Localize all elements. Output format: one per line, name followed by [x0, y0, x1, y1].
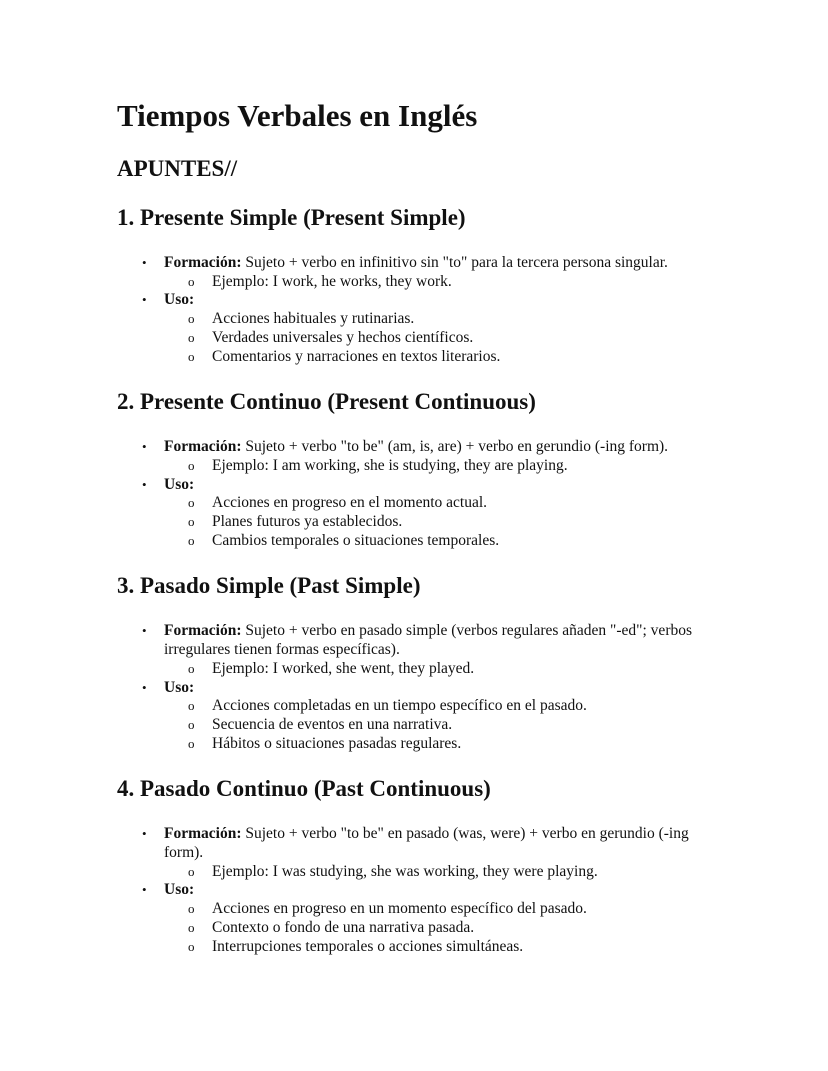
circle-bullet-icon: o [188, 735, 195, 751]
use-text: Hábitos o situaciones pasadas regulares. [212, 734, 462, 752]
list-item-uses [117, 476, 768, 551]
list-item [164, 863, 768, 882]
example-text: Ejemplo: I worked, she went, they played. [212, 659, 475, 677]
use-label: Uso: [164, 678, 195, 696]
bullet-icon: • [142, 623, 147, 639]
section-heading: 3. Pasado Simple (Past Simple) [117, 573, 421, 599]
use-text: Acciones en progreso en un momento específico del pasado. [212, 900, 587, 918]
circle-bullet-icon: o [188, 273, 195, 289]
formation-label: Formación: [164, 254, 242, 271]
list-item-uses [117, 881, 768, 956]
use-text: Planes futuros ya establecidos. [212, 513, 403, 531]
example-list [164, 660, 768, 679]
uses-list [164, 697, 768, 753]
list-item [164, 919, 768, 938]
example-list [164, 863, 768, 882]
use-text: Verdades universales y hechos científicos. [212, 328, 474, 346]
list-item-formation [117, 254, 768, 291]
circle-bullet-icon: o [188, 329, 195, 345]
list-item-formation [117, 438, 768, 475]
circle-bullet-icon: o [188, 938, 195, 954]
list-item [164, 532, 768, 551]
circle-bullet-icon: o [188, 457, 195, 473]
uses-list [164, 494, 768, 550]
list-item [164, 457, 768, 476]
section-heading: 1. Presente Simple (Present Simple) [117, 205, 466, 230]
use-label: Uso: [164, 291, 195, 309]
list-item [164, 697, 768, 716]
bullet-icon: • [142, 439, 147, 455]
section-list [117, 622, 768, 753]
bullet-icon: • [142, 826, 147, 842]
formation-text: Sujeto + verbo "to be" (am, is, are) + verbo en gerundio (-ing form). [245, 438, 669, 456]
section-present-continuous [117, 388, 768, 550]
use-text: Comentarios y narraciones en textos literarios. [212, 347, 501, 365]
list-item [164, 938, 768, 957]
bullet-icon: • [142, 679, 147, 695]
example-text: Ejemplo: I am working, she is studying, they are playing. [212, 456, 568, 474]
formation-text-block [164, 825, 704, 862]
circle-bullet-icon: o [188, 716, 195, 732]
use-label: Uso: [164, 475, 195, 493]
circle-bullet-icon: o [188, 495, 195, 511]
use-text: Secuencia de eventos en una narrativa. [212, 715, 453, 733]
list-item [164, 273, 768, 292]
section-heading: 4. Pasado Continuo (Past Continuous) [117, 776, 491, 802]
section-list [117, 825, 768, 956]
bullet-icon: • [142, 476, 147, 492]
bullet-icon: • [142, 292, 147, 308]
bullet-icon: • [142, 255, 147, 270]
circle-bullet-icon: o [188, 514, 195, 530]
circle-bullet-icon: o [188, 901, 195, 917]
circle-bullet-icon: o [188, 919, 195, 935]
circle-bullet-icon: o [188, 698, 195, 714]
use-label: Uso: [164, 881, 195, 899]
use-text: Acciones habituales y rutinarias. [212, 310, 415, 328]
list-item [164, 329, 768, 348]
list-item [164, 660, 768, 679]
list-item-formation [117, 825, 768, 881]
list-item-uses [117, 291, 768, 366]
list-item [164, 716, 768, 735]
formation-label: Formación: [164, 622, 242, 640]
section-list [117, 438, 768, 550]
list-item-formation [117, 622, 768, 678]
circle-bullet-icon: o [188, 532, 195, 548]
formation-text-block [164, 438, 704, 457]
section-past-simple [117, 572, 768, 753]
circle-bullet-icon: o [188, 348, 195, 364]
circle-bullet-icon: o [188, 660, 195, 676]
example-text: Ejemplo: I was studying, she was working, they were playing. [212, 862, 598, 880]
example-text: Ejemplo: I work, he works, they work. [212, 272, 452, 290]
list-item-uses [117, 679, 768, 754]
example-list [164, 273, 768, 292]
section-list [117, 254, 768, 366]
use-text: Acciones completadas en un tiempo específico en el pasado. [212, 697, 587, 715]
section-heading: 2. Presente Continuo (Present Continuous) [117, 389, 536, 415]
list-item [164, 494, 768, 513]
uses-list [164, 900, 768, 956]
list-item [164, 735, 768, 754]
use-text: Cambios temporales o situaciones temporales. [212, 531, 500, 549]
example-list [164, 457, 768, 476]
circle-bullet-icon: o [188, 311, 195, 327]
use-text: Contexto o fondo de una narrativa pasada. [212, 918, 475, 936]
formation-text-block [164, 622, 704, 659]
page-title: Tiempos Verbales en Inglés [117, 98, 478, 133]
formation-label: Formación: [164, 438, 242, 456]
formation-text: Sujeto + verbo "to be" en pasado (was, were) + verbo en gerundio (-ing form). [164, 825, 689, 862]
section-past-continuous [117, 775, 768, 956]
page-subtitle: APUNTES// [117, 156, 238, 181]
list-item [164, 310, 768, 329]
use-text: Interrupciones temporales o acciones simultáneas. [212, 937, 524, 955]
use-text: Acciones en progreso en el momento actual. [212, 494, 488, 512]
formation-text: Sujeto + verbo en infinitivo sin "to" para la tercera persona singular. [245, 254, 668, 271]
list-item [164, 900, 768, 919]
formation-label: Formación: [164, 825, 242, 843]
list-item [164, 348, 768, 367]
circle-bullet-icon: o [188, 863, 195, 879]
formation-text: Sujeto + verbo en pasado simple (verbos regulares añaden "-ed"; verbos irregulares tienen formas específicas). [164, 622, 693, 659]
bullet-icon: • [142, 882, 147, 898]
list-item [164, 513, 768, 532]
section-present-simple [117, 204, 768, 366]
uses-list [164, 310, 768, 366]
formation-text-block [164, 254, 704, 273]
